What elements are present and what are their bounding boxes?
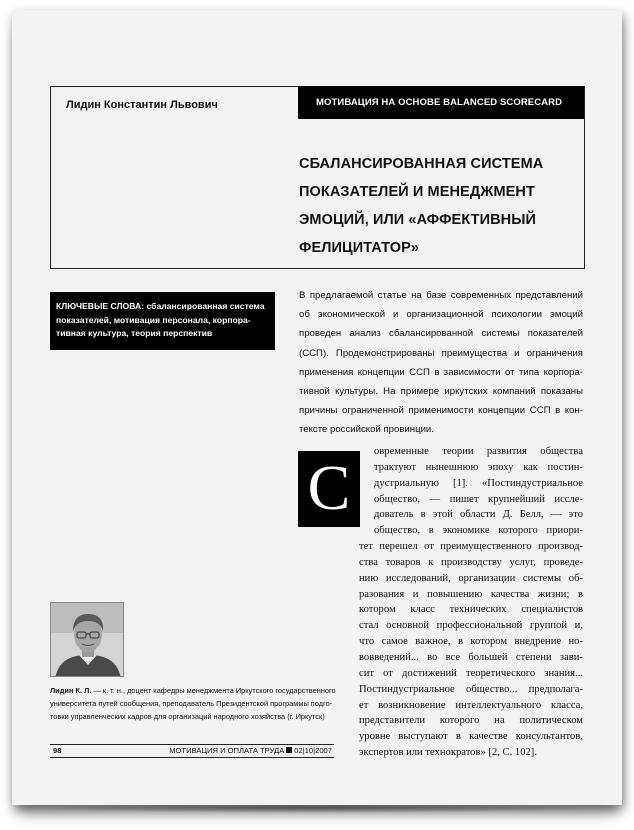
abstract-line: об экономической и организационной психологии эмоций bbox=[299, 309, 583, 321]
keywords-line: тивная культура, теория перспектив bbox=[56, 328, 213, 338]
abstract-line: В предлагаемой статье на базе современных представлений bbox=[299, 290, 583, 301]
author-bio bbox=[50, 684, 340, 723]
author-photo bbox=[50, 602, 124, 677]
body-line: стал основной профессиональной группой и, bbox=[359, 620, 583, 632]
body-line: разования и повышению качества жизни; в bbox=[359, 588, 583, 600]
body-line: общество, в экономике которого приори- bbox=[374, 525, 583, 537]
body-line: что самое важное, в котором внедрение но- bbox=[359, 636, 583, 648]
body-line: овременные теории развития общества bbox=[374, 446, 583, 457]
body-line: экспертов или технократов» [2, С. 102]. bbox=[359, 747, 537, 759]
journal-issue: 02|10|2007 bbox=[294, 746, 332, 755]
body-line: дователь в этой области Д. Белл, — это bbox=[374, 509, 583, 521]
journal-info bbox=[169, 745, 332, 757]
abstract-line: тексте российской провинции. bbox=[299, 424, 434, 436]
title-line: ЭМОЦИЙ, ИЛИ «АФФЕКТИВНЫЙ bbox=[299, 212, 537, 228]
title-line: ФЕЛИЦИТАТОР» bbox=[299, 240, 420, 256]
keywords-line: показателей, мотивация персонала, корпора- bbox=[56, 314, 251, 325]
abstract-line: проведен анализ сбалансированной системы показателей bbox=[299, 328, 583, 340]
article-title bbox=[299, 150, 579, 262]
body-line: дустриальную [1]. «Постиндустриальное bbox=[374, 477, 583, 489]
title-line: ПОКАЗАТЕЛЕЙ И МЕНЕДЖМЕНТ bbox=[299, 184, 535, 200]
body-line: Постиндустриальное общество... предполага- bbox=[359, 683, 583, 695]
body-line: вовведений... во все большей степени зави- bbox=[359, 651, 583, 663]
rubric-banner: МОТИВАЦИЯ НА ОСНОВЕ BALANCED SCORECARD bbox=[298, 86, 584, 119]
author-portrait-image bbox=[51, 603, 124, 677]
body-line: сит от достижений теоретического знания... bbox=[359, 667, 583, 679]
drop-cap: С bbox=[298, 451, 360, 527]
title-line: СБАЛАНСИРОВАННАЯ СИСТЕМА bbox=[299, 156, 544, 172]
body-line: представители которого на политическом bbox=[359, 715, 583, 727]
bio-line: университета путей сообщения, преподаватель Президентской программы подго- bbox=[50, 699, 333, 708]
abstract bbox=[299, 286, 583, 440]
body-line: трактуют нынешнюю эпоху как постин- bbox=[374, 461, 583, 473]
body-line: уровне выступают в качестве консультантов, bbox=[359, 731, 583, 743]
article-body bbox=[300, 444, 583, 761]
body-line: общество, — пишет крупнейший иссле- bbox=[374, 493, 583, 505]
page-number: 98 bbox=[53, 746, 62, 755]
bio-line bbox=[50, 684, 340, 697]
keywords-box bbox=[50, 292, 275, 350]
bio-text: — к. т. н., доцент кафедры менеджмента Иркутского государственного bbox=[91, 686, 336, 695]
bio-name: Лидин К. Л. bbox=[50, 686, 92, 695]
body-line: ства товаров к производству услуг, проведе- bbox=[359, 556, 583, 568]
body-line: котором класс технических специалистов bbox=[359, 604, 583, 616]
abstract-line: тивной культуры. На примере иркутских компаний показаны bbox=[299, 386, 583, 398]
body-line: ет возникновение интеллектуального класса, bbox=[359, 699, 583, 711]
keywords-line: КЛЮЧЕВЫЕ СЛОВА: сбалансированная система bbox=[56, 301, 265, 311]
journal-name: МОТИВАЦИЯ И ОПЛАТА ТРУДА bbox=[169, 746, 285, 755]
page-footer bbox=[50, 744, 334, 758]
author-name: Лидин Константин Львович bbox=[66, 99, 218, 111]
abstract-line: применения концепции ССП в зависимости от типа корпора- bbox=[299, 366, 583, 378]
abstract-line: причины ограниченной применимости концепции ССП в кон- bbox=[299, 405, 583, 417]
abstract-line: (ССП). Продемонстрированы преимущества и ограничения bbox=[299, 347, 583, 359]
square-separator-icon bbox=[286, 747, 292, 753]
body-line: тет перешел от преимущественного производ- bbox=[359, 541, 583, 553]
body-line: нию исследований, организации системы об- bbox=[359, 572, 583, 584]
bio-line: товки управленческих кадров для организаций народного хозяйства (г. Иркутск) bbox=[50, 712, 325, 721]
